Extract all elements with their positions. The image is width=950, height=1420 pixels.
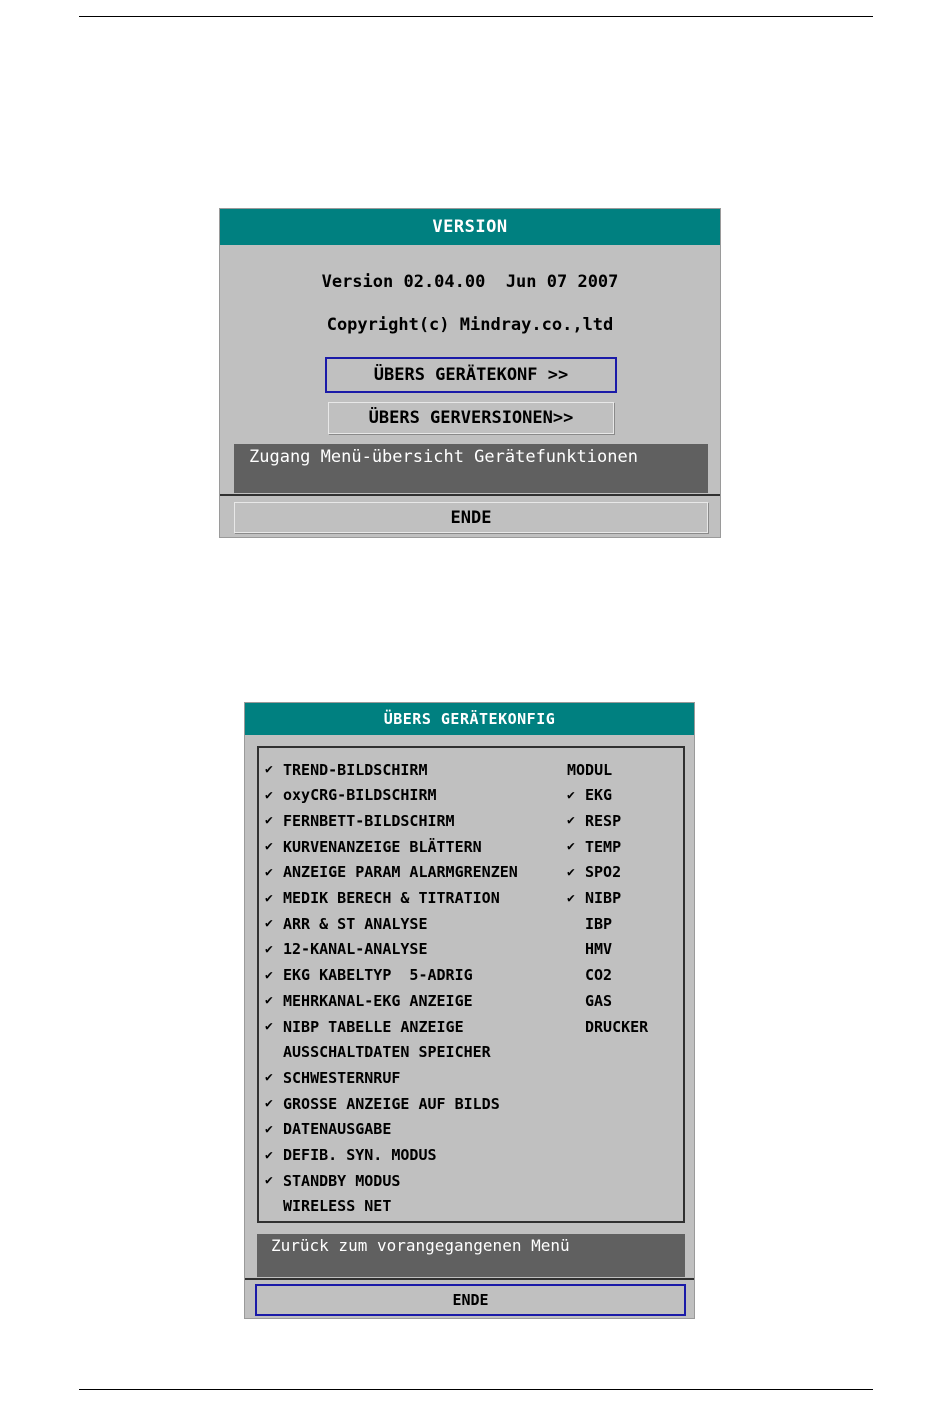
function-item	[265, 1194, 391, 1219]
function-item-label: DATENAUSGABE	[283, 1120, 392, 1139]
function-item-label: MEDIK BERECH & TITRATION	[283, 889, 500, 907]
function-item	[265, 808, 455, 833]
function-item-label: MEHRKANAL-EKG ANZEIGE	[283, 991, 473, 1010]
module-item-label: SPO2	[585, 863, 622, 882]
check-icon: ✔	[265, 1147, 273, 1163]
check-icon: ✔	[265, 1070, 273, 1086]
module-item-label: HMV	[585, 940, 613, 959]
check-icon: ✔	[265, 1121, 273, 1137]
help-text-area: Zurück zum vorangegangenen Menü	[257, 1234, 685, 1277]
function-item	[265, 937, 428, 962]
function-item-label: STANDBY MODUS	[283, 1171, 401, 1190]
module-item	[567, 834, 621, 859]
module-item-label: DRUCKER	[585, 1017, 649, 1036]
function-item-label: oxyCRG-BILDSCHIRM	[283, 786, 437, 805]
function-item-label: ANZEIGE PARAM ALARMGRENZEN	[283, 863, 518, 882]
check-icon: ✔	[265, 1019, 273, 1034]
check-icon: ✔	[265, 890, 273, 906]
function-item-label: GROSSE ANZEIGE AUF BILDS	[283, 1094, 500, 1113]
module-item	[567, 886, 621, 911]
check-icon: ✔	[265, 864, 273, 880]
module-item-label: IBP	[585, 914, 613, 933]
module-item	[567, 911, 612, 936]
exit-button[interactable]: ENDE	[234, 502, 708, 533]
function-item	[265, 911, 428, 936]
function-item	[265, 834, 482, 859]
check-icon: ✔	[567, 864, 575, 880]
function-item-label: KURVENANZEIGE BLÄTTERN	[283, 837, 482, 856]
check-icon: ✔	[265, 787, 273, 803]
function-item-label: NIBP TABELLE ANZEIGE	[283, 1017, 464, 1036]
function-item-label: FERNBETT-BILDSCHIRM	[283, 811, 455, 830]
function-item-label: TREND-BILDSCHIRM	[283, 760, 428, 779]
device-versions-button[interactable]: ÜBERS GERVERSIONEN>>	[328, 402, 614, 434]
check-icon: ✔	[265, 916, 273, 932]
function-item-label: DEFIB. SYN. MODUS	[283, 1146, 437, 1164]
function-item-label: 12-KANAL-ANALYSE	[283, 940, 428, 959]
page-bottom-rule	[79, 1389, 873, 1390]
module-item	[567, 963, 612, 988]
version-line: Version 02.04.00 Jun 07 2007	[321, 272, 619, 292]
config-list	[257, 746, 685, 1223]
page-top-rule	[79, 16, 873, 17]
function-item	[265, 963, 473, 988]
check-icon: ✔	[265, 993, 273, 1009]
module-item-label: GAS	[585, 991, 613, 1010]
module-item-label: CO2	[585, 966, 613, 985]
module-item	[567, 808, 621, 833]
function-item	[265, 1014, 464, 1039]
function-item-label: WIRELESS NET	[283, 1197, 392, 1216]
function-item	[265, 1143, 437, 1168]
function-item	[265, 783, 437, 808]
function-item-label: AUSSCHALTDATEN SPEICHER	[283, 1043, 491, 1062]
function-item-label: SCHWESTERNRUF	[283, 1068, 401, 1087]
version-dialog-title: VERSION	[220, 209, 720, 245]
check-icon: ✔	[265, 839, 273, 855]
check-icon: ✔	[567, 813, 575, 829]
function-item	[265, 1040, 491, 1065]
module-column-header: MODUL	[567, 760, 613, 779]
check-icon: ✔	[567, 890, 575, 906]
check-icon: ✔	[265, 941, 273, 957]
check-icon: ✔	[265, 1096, 273, 1112]
device-config-button[interactable]: ÜBERS GERÄTEKONF >>	[325, 357, 617, 393]
function-item-label: EKG KABELTYP 5-ADRIG	[283, 966, 473, 985]
help-text-area: Zugang Menü-übersicht Gerätefunktionen	[234, 444, 708, 493]
dialog-divider	[220, 494, 720, 496]
module-item-label: TEMP	[585, 837, 622, 856]
version-dialog	[219, 208, 721, 538]
function-item-label: ARR & ST ANALYSE	[283, 914, 428, 933]
function-item	[265, 860, 518, 885]
device-config-title: ÜBERS GERÄTEKONFIG	[245, 703, 694, 735]
check-icon: ✔	[265, 967, 273, 983]
module-item-label: NIBP	[585, 889, 622, 907]
copyright-line: Copyright(c) Mindray.co.,ltd	[326, 315, 614, 335]
module-item	[567, 988, 612, 1013]
module-item	[567, 783, 612, 808]
module-item-label: RESP	[585, 811, 622, 830]
module-item	[567, 1014, 648, 1039]
module-item-label: EKG	[585, 786, 613, 805]
function-item	[265, 886, 500, 911]
function-item	[265, 1065, 400, 1090]
check-icon: ✔	[567, 839, 575, 855]
module-item	[567, 937, 612, 962]
check-icon: ✔	[567, 787, 575, 803]
exit-button[interactable]: ENDE	[255, 1284, 686, 1316]
function-item	[265, 1091, 500, 1116]
device-config-dialog	[244, 702, 695, 1319]
function-item	[265, 988, 473, 1013]
function-item	[265, 1117, 391, 1142]
dialog-divider	[245, 1278, 694, 1280]
function-item	[265, 757, 428, 782]
check-icon: ✔	[265, 762, 273, 777]
check-icon: ✔	[265, 1173, 273, 1189]
module-item	[567, 860, 621, 885]
function-item	[265, 1168, 400, 1193]
check-icon: ✔	[265, 813, 273, 829]
